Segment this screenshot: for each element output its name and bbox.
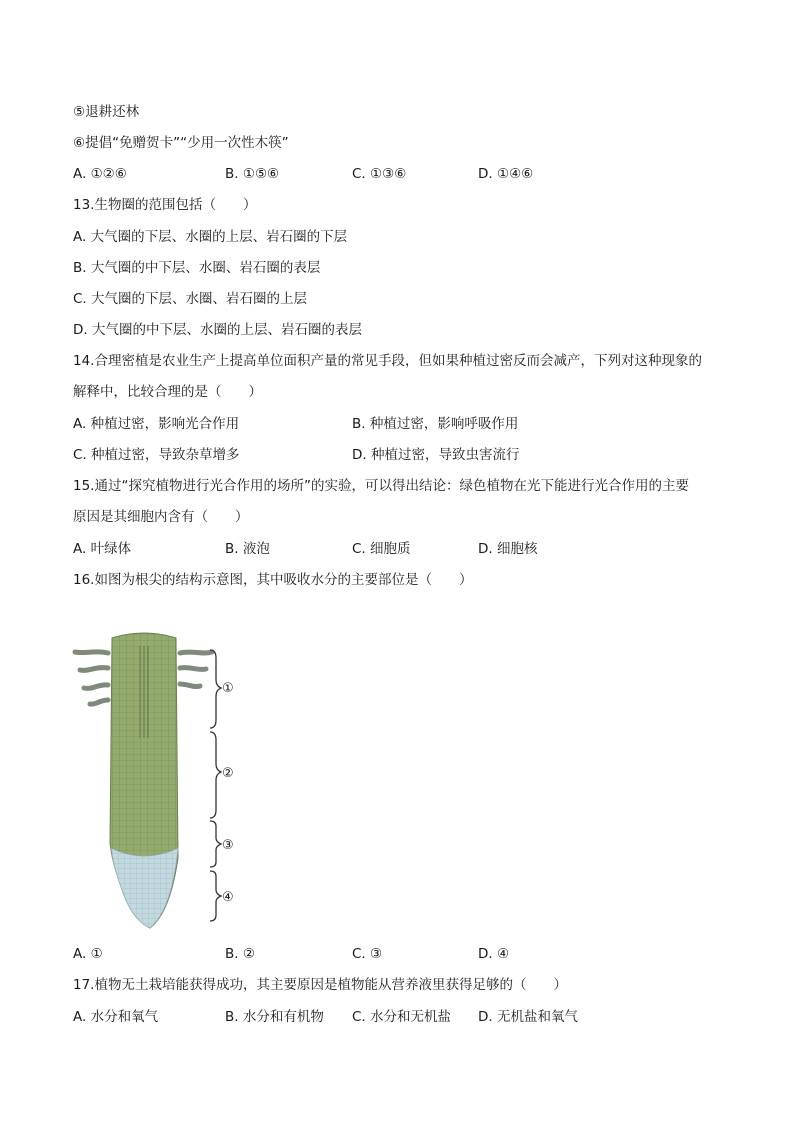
q12-option-b[interactable]: B. ①⑤⑥ — [225, 166, 280, 182]
q14-stem-line1: 14.合理密植是农业生产上提高单位面积产量的常见手段，但如果种植过密反而会减产，下列对这种现象的 — [73, 353, 702, 369]
q12-option-d[interactable]: D. ①④⑥ — [478, 166, 534, 182]
q14-option-b[interactable]: B. 种植过密，影响呼吸作用 — [352, 416, 519, 432]
zone-label-1: ① — [222, 681, 234, 696]
item-5: ⑤退耕还林 — [73, 104, 140, 120]
zone-label-3: ③ — [222, 838, 234, 853]
root-tip-diagram — [70, 628, 250, 933]
q16-stem: 16.如图为根尖的结构示意图，其中吸收水分的主要部位是（ ） — [73, 572, 473, 588]
q17-stem: 17.植物无土栽培能获得成功，其主要原因是植物能从营养液里获得足够的（ ） — [73, 977, 567, 993]
q16-option-b[interactable]: B. ② — [225, 946, 255, 962]
q15-option-b[interactable]: B. 液泡 — [225, 541, 270, 557]
q13-option-c[interactable]: C. 大气圈的下层、水圈、岩石圈的上层 — [73, 291, 308, 307]
q17-option-b[interactable]: B. 水分和有机物 — [225, 1009, 324, 1025]
root-cap — [111, 848, 178, 928]
zone-label-2: ② — [222, 766, 234, 781]
q17-option-a[interactable]: A. 水分和氧气 — [73, 1009, 159, 1025]
zone-braces — [210, 650, 221, 921]
q15-stem-line1: 15.通过“探究植物进行光合作用的场所”的实验，可以得出结论：绿色植物在光下能进行光合作用的主要 — [73, 478, 689, 494]
q14-stem-line2: 解释中，比较合理的是（ ） — [73, 384, 262, 400]
zone-label-4: ④ — [222, 890, 234, 905]
q15-stem-line2: 原因是其细胞内含有（ ） — [73, 509, 249, 525]
q17-option-c[interactable]: C. 水分和无机盐 — [352, 1009, 452, 1025]
q16-option-d[interactable]: D. ④ — [478, 946, 510, 962]
q13-stem: 13.生物圈的范围包括（ ） — [73, 197, 257, 213]
q15-option-a[interactable]: A. 叶绿体 — [73, 541, 132, 557]
q13-option-b[interactable]: B. 大气圈的中下层、水圈、岩石圈的表层 — [73, 260, 321, 276]
q12-option-a[interactable]: A. ①②⑥ — [73, 166, 127, 182]
q16-option-a[interactable]: A. ① — [73, 946, 103, 962]
q15-option-c[interactable]: C. 细胞质 — [352, 541, 411, 557]
q14-option-a[interactable]: A. 种植过密，影响光合作用 — [73, 416, 240, 432]
q14-option-c[interactable]: C. 种植过密，导致杂草增多 — [73, 447, 240, 463]
q13-option-d[interactable]: D. 大气圈的中下层、水圈的上层、岩石圈的表层 — [73, 322, 362, 338]
q15-option-d[interactable]: D. 细胞核 — [478, 541, 538, 557]
q13-option-a[interactable]: A. 大气圈的下层、水圈的上层、岩石圈的下层 — [73, 229, 348, 245]
q17-option-d[interactable]: D. 无机盐和氧气 — [478, 1009, 578, 1025]
q14-option-d[interactable]: D. 种植过密，导致虫害流行 — [352, 447, 520, 463]
item-6: ⑥提倡“免赠贺卡”“少用一次性木筷” — [73, 135, 289, 151]
q12-option-c[interactable]: C. ①③⑥ — [352, 166, 407, 182]
q16-option-c[interactable]: C. ③ — [352, 946, 383, 962]
